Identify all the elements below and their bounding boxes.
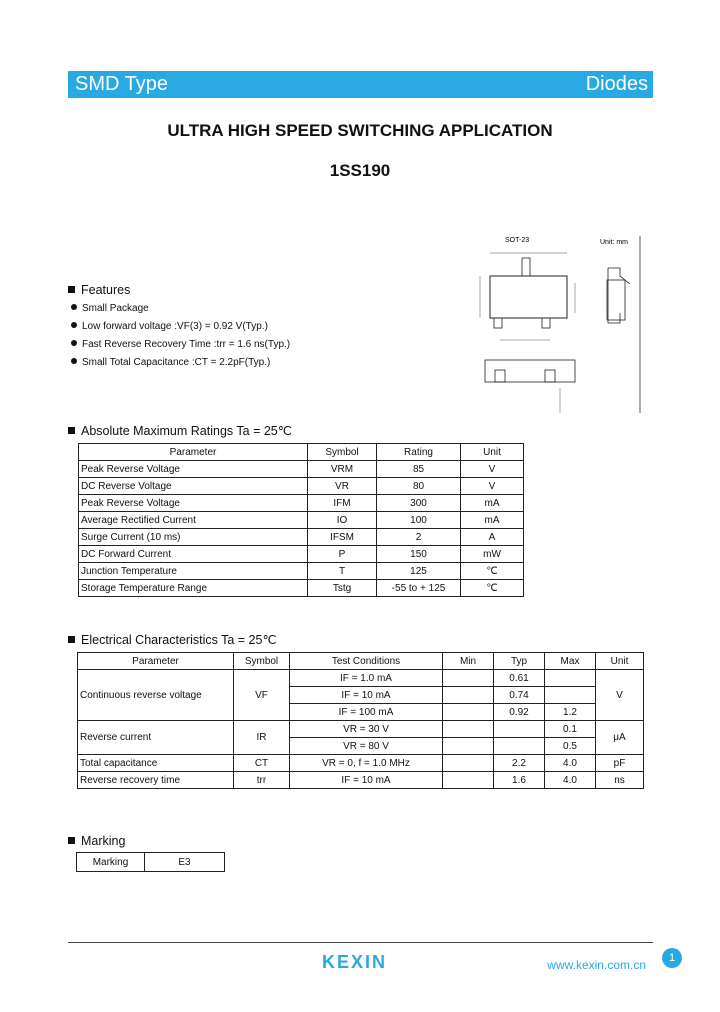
table-row [79, 495, 524, 512]
table-cell: Symbol [234, 653, 290, 670]
table-cell: Surge Current (10 ms) [79, 529, 308, 546]
table-cell: IFSM [308, 529, 377, 546]
table-cell: 125 [377, 563, 461, 580]
header-bar [68, 71, 653, 98]
table-cell: T [308, 563, 377, 580]
package-unit: Unit: mm [600, 239, 628, 246]
table-row [77, 853, 225, 872]
table-cell [494, 721, 545, 738]
marking-heading: Marking [68, 834, 125, 848]
header-category: Diodes [585, 73, 648, 95]
table-cell [443, 704, 494, 721]
table-cell: Typ [494, 653, 545, 670]
table-cell: VR = 0, f = 1.0 MHz [290, 755, 443, 772]
table-cell: VR = 80 V [290, 738, 443, 755]
table-cell: 1.6 [494, 772, 545, 789]
table-row [79, 478, 524, 495]
table-cell: IF = 10 mA [290, 772, 443, 789]
table-cell: Continuous reverse voltage [78, 670, 234, 721]
table-row [78, 670, 644, 687]
package-outline-drawing [470, 228, 650, 418]
table-cell: Unit [461, 444, 524, 461]
page-number: 1 [662, 948, 682, 968]
table-cell: IF = 100 mA [290, 704, 443, 721]
table-cell: -55 to + 125 [377, 580, 461, 597]
table-cell: Rating [377, 444, 461, 461]
table-cell [443, 670, 494, 687]
table-row [79, 461, 524, 478]
ec-table [77, 652, 644, 789]
table-cell: Tstg [308, 580, 377, 597]
table-cell: mA [461, 495, 524, 512]
table-cell: V [461, 461, 524, 478]
feature-item: Small Total Capacitance :CT = 2.2pF(Typ.) [71, 357, 270, 368]
table-cell: 0.5 [545, 738, 596, 755]
table-cell: ℃ [461, 563, 524, 580]
table-cell: V [461, 478, 524, 495]
table-cell: 80 [377, 478, 461, 495]
package-name: SOT-23 [505, 237, 530, 244]
table-cell [443, 687, 494, 704]
page-title: ULTRA HIGH SPEED SWITCHING APPLICATION [167, 121, 553, 140]
table-cell: 0.61 [494, 670, 545, 687]
table-cell: Average Rectified Current [79, 512, 308, 529]
table-row [79, 529, 524, 546]
table-header-row [78, 653, 644, 670]
table-cell: 85 [377, 461, 461, 478]
table-cell: IFM [308, 495, 377, 512]
table-cell [494, 738, 545, 755]
kexin-logo: KEXIN [322, 952, 388, 972]
table-row [79, 546, 524, 563]
table-cell: Peak Reverse Voltage [79, 461, 308, 478]
ec-heading: Electrical Characteristics Ta = 25℃ [68, 632, 276, 647]
table-cell: 4.0 [545, 772, 596, 789]
table-cell: Parameter [79, 444, 308, 461]
footer-url[interactable]: www.kexin.com.cn [547, 958, 646, 972]
table-cell: Total capacitance [78, 755, 234, 772]
footer-divider [68, 942, 653, 943]
table-cell: Peak Reverse Voltage [79, 495, 308, 512]
table-cell: VR = 30 V [290, 721, 443, 738]
table-cell: Symbol [308, 444, 377, 461]
feature-item: Low forward voltage :VF(3) = 0.92 V(Typ.) [71, 321, 268, 332]
table-cell: 100 [377, 512, 461, 529]
table-cell: trr [234, 772, 290, 789]
table-row [78, 755, 644, 772]
table-row [79, 563, 524, 580]
table-row [79, 512, 524, 529]
table-cell: P [308, 546, 377, 563]
table-cell: ℃ [461, 580, 524, 597]
table-cell [443, 738, 494, 755]
header-type: SMD Type [75, 73, 168, 95]
table-cell: DC Forward Current [79, 546, 308, 563]
feature-item: Small Package [71, 303, 149, 314]
table-cell: 2 [377, 529, 461, 546]
marking-table [76, 852, 225, 872]
table-cell: Reverse current [78, 721, 234, 755]
table-cell: VR [308, 478, 377, 495]
table-cell: 4.0 [545, 755, 596, 772]
table-cell: pF [596, 755, 644, 772]
table-cell [443, 755, 494, 772]
table-cell: Unit [596, 653, 644, 670]
table-cell: V [596, 670, 644, 721]
table-cell: Reverse recovery time [78, 772, 234, 789]
amr-heading: Absolute Maximum Ratings Ta = 25℃ [68, 423, 292, 438]
table-cell [545, 670, 596, 687]
table-cell: 150 [377, 546, 461, 563]
table-cell: E3 [145, 853, 225, 872]
table-cell: IF = 1.0 mA [290, 670, 443, 687]
table-cell: 300 [377, 495, 461, 512]
table-cell: 2.2 [494, 755, 545, 772]
table-cell: Test Conditions [290, 653, 443, 670]
table-cell: DC Reverse Voltage [79, 478, 308, 495]
table-cell: μA [596, 721, 644, 755]
amr-table [78, 443, 524, 597]
table-cell: CT [234, 755, 290, 772]
table-cell: Marking [77, 853, 145, 872]
table-cell: 0.74 [494, 687, 545, 704]
table-cell: IO [308, 512, 377, 529]
table-header-row [79, 444, 524, 461]
features-heading: Features [68, 283, 130, 297]
table-row [78, 721, 644, 738]
table-cell: VRM [308, 461, 377, 478]
part-number: 1SS190 [329, 161, 391, 180]
table-cell: Parameter [78, 653, 234, 670]
table-cell: 0.1 [545, 721, 596, 738]
table-cell [545, 687, 596, 704]
table-cell: IF = 10 mA [290, 687, 443, 704]
table-cell: Min [443, 653, 494, 670]
table-cell: 1.2 [545, 704, 596, 721]
table-cell: VF [234, 670, 290, 721]
table-cell: Junction Temperature [79, 563, 308, 580]
table-cell: mA [461, 512, 524, 529]
table-cell: ns [596, 772, 644, 789]
table-row [78, 772, 644, 789]
table-cell: IR [234, 721, 290, 755]
table-cell: Max [545, 653, 596, 670]
feature-item: Fast Reverse Recovery Time :trr = 1.6 ns(Typ.) [71, 339, 290, 350]
table-cell [443, 721, 494, 738]
table-row [79, 580, 524, 597]
table-cell: 0.92 [494, 704, 545, 721]
table-cell: A [461, 529, 524, 546]
table-cell: Storage Temperature Range [79, 580, 308, 597]
table-cell: mW [461, 546, 524, 563]
table-cell [443, 772, 494, 789]
